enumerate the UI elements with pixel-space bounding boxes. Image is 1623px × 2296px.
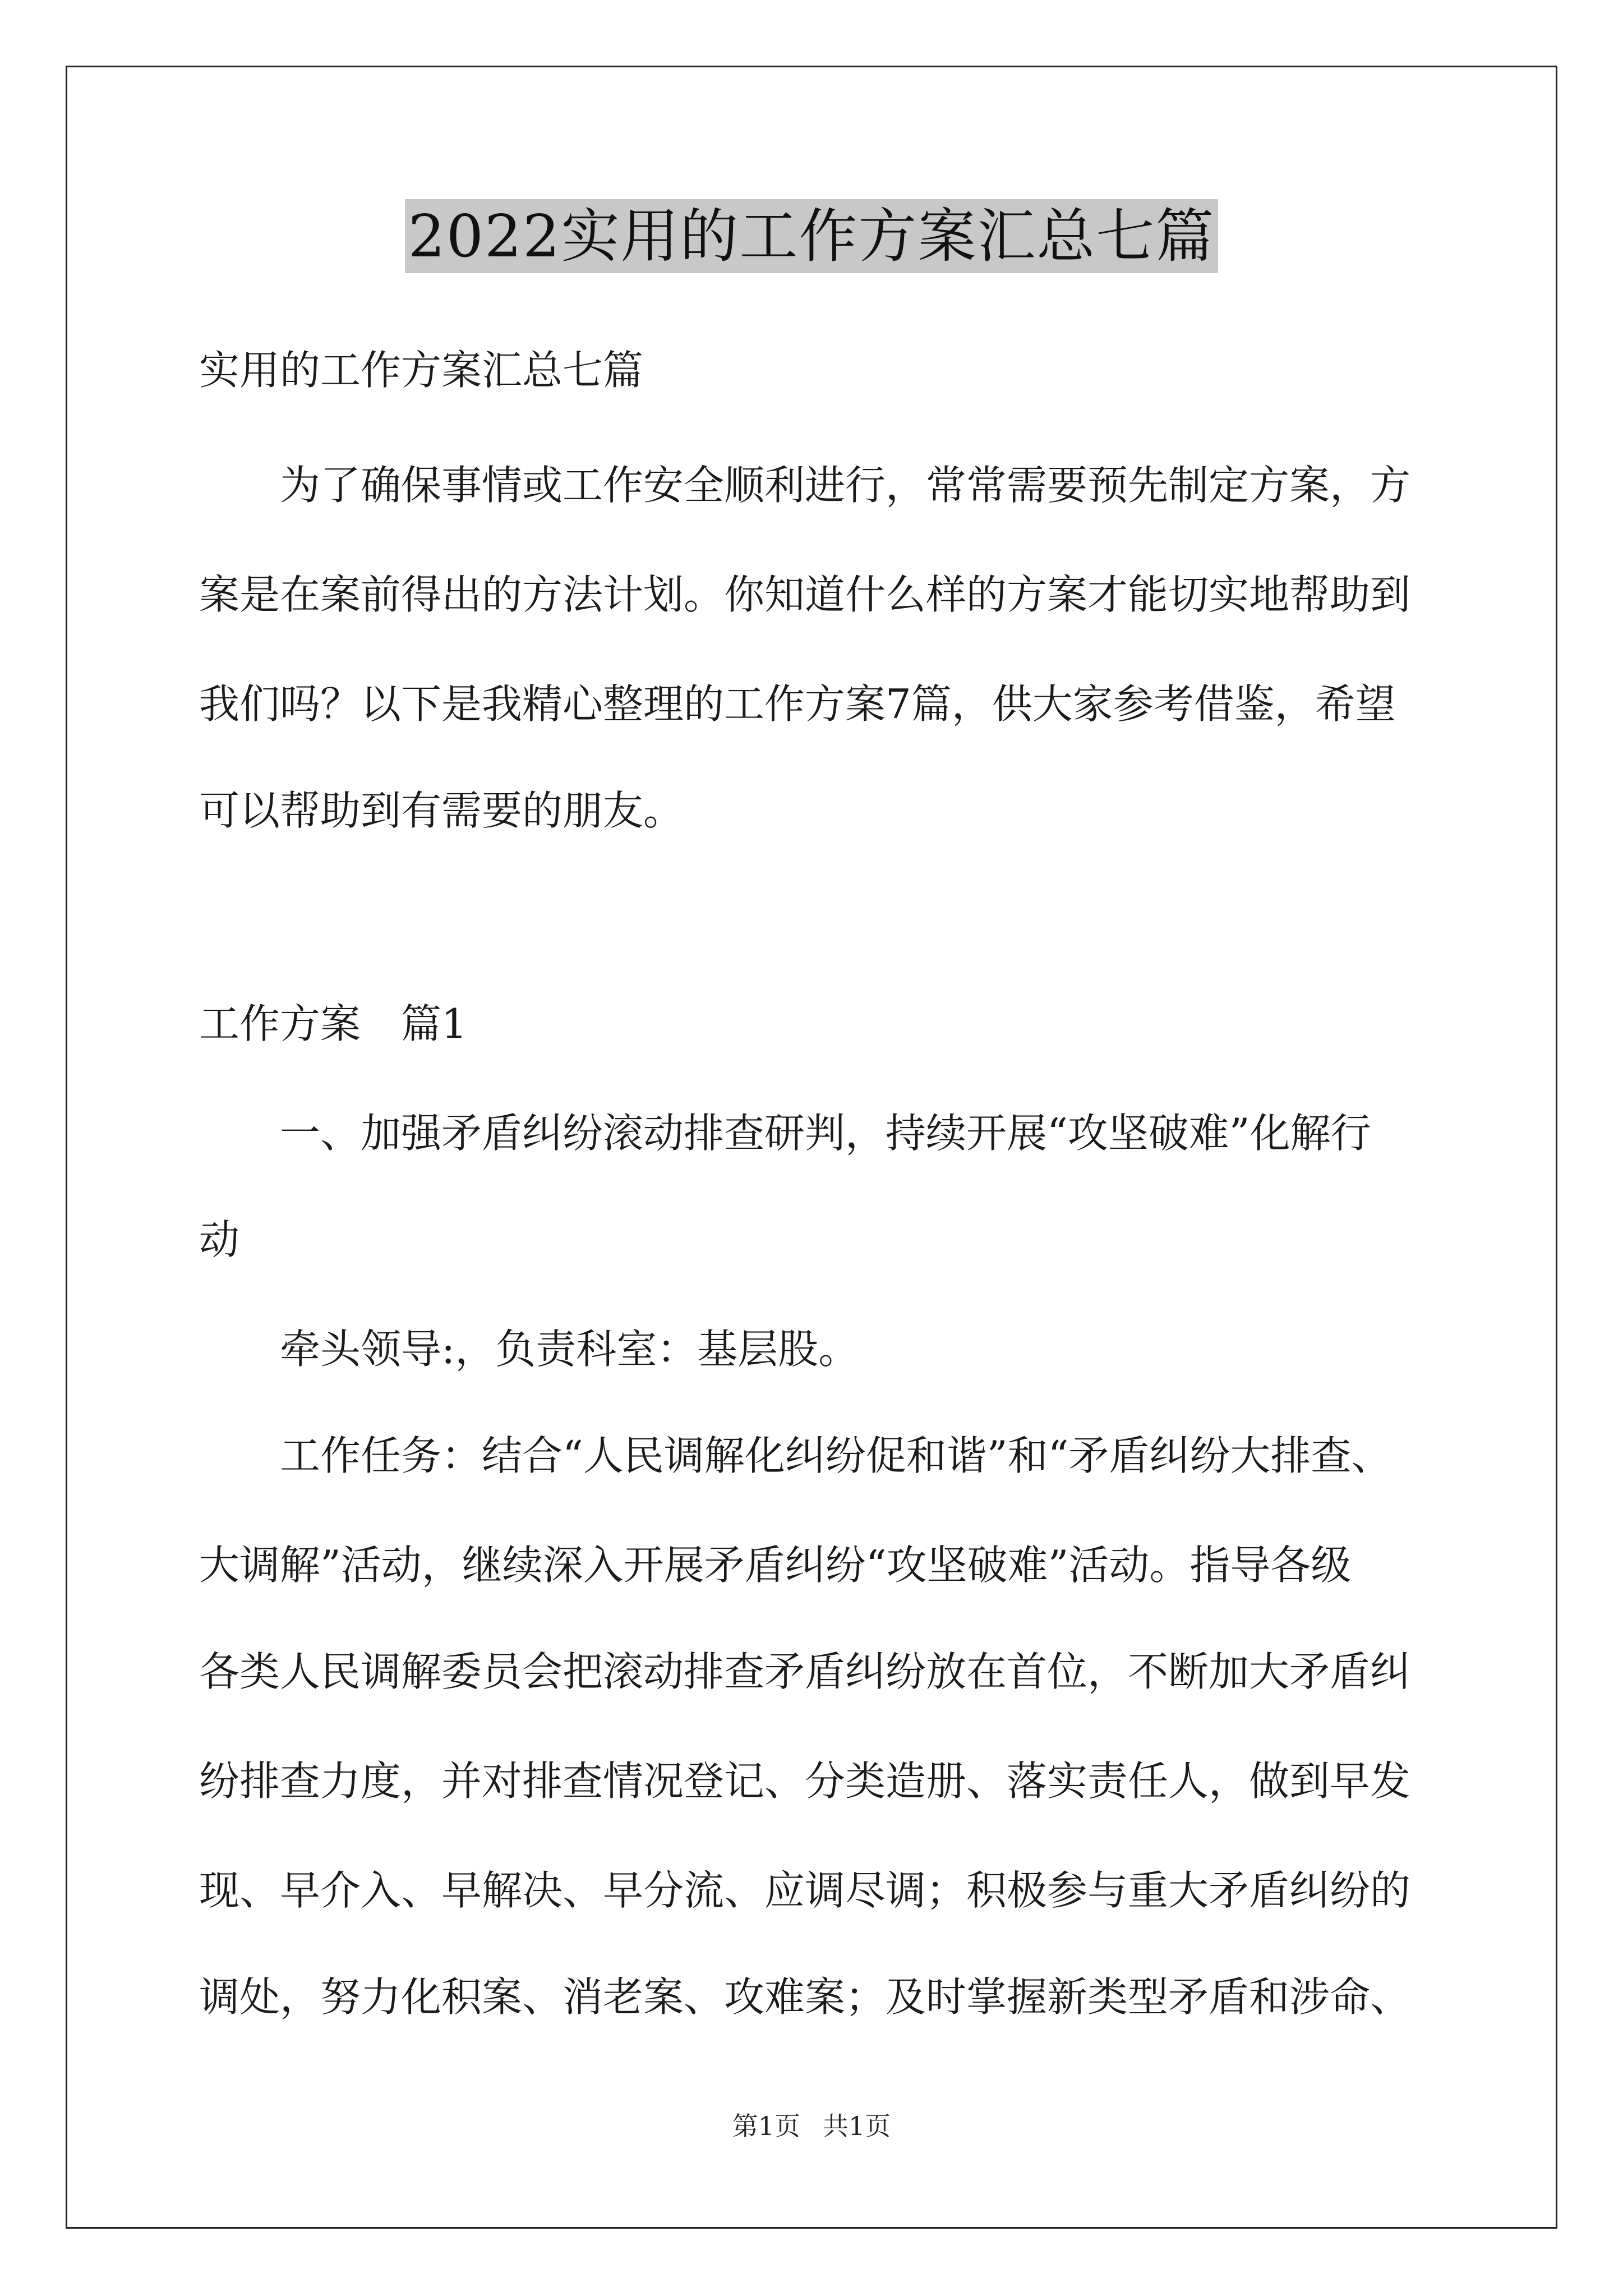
paragraph-line: 牵头领导:，负责科室：基层股。 [199,1326,859,1373]
page-number: 第1页 [732,2111,800,2141]
intro-line: 案是在案前得出的方法计划。你知道什么样的方案才能切实地帮助到 [199,571,1411,618]
document-subtitle: 实用的工作方案汇总七篇 [199,347,644,394]
document-title: 2022实用的工作方案汇总七篇 [405,199,1219,273]
page-footer [0,2109,1623,2143]
intro-line: 我们吗？以下是我精心整理的工作方案7篇，供大家参考借鉴，希望 [199,680,1396,728]
paragraph-line: 动 [199,1216,240,1263]
paragraph-line: 工作任务：结合“人民调解化纠纷促和谐”和“矛盾纠纷大排查、 [199,1432,1392,1479]
paragraph-line: 一、加强矛盾纠纷滚动排查研判，持续开展“攻坚破难”化解行 [199,1110,1371,1157]
title-container [0,199,1623,273]
paragraph-line: 调处，努力化积案、消老案、攻难案；及时掌握新类型矛盾和涉命、 [199,1973,1411,2021]
paragraph-line: 大调解”活动，继续深入开展矛盾纠纷“攻坚破难”活动。指导各级 [199,1542,1352,1589]
paragraph-line: 纷排查力度，并对排查情况登记、分类造册、落实责任人，做到早发 [199,1757,1411,1805]
paragraph-line: 现、早介入、早解决、早分流、应调尽调；积极参与重大矛盾纠纷的 [199,1867,1411,1914]
paragraph-line: 各类人民调解委员会把滚动排查矛盾纠纷放在首位，不断加大矛盾纠 [199,1648,1411,1695]
intro-line: 可以帮助到有需要的朋友。 [199,787,684,834]
intro-line: 为了确保事情或工作安全顺利进行，常常需要预先制定方案，方 [199,462,1411,509]
page-total: 共1页 [823,2111,891,2141]
section-heading: 工作方案 篇1 [199,1000,467,1047]
